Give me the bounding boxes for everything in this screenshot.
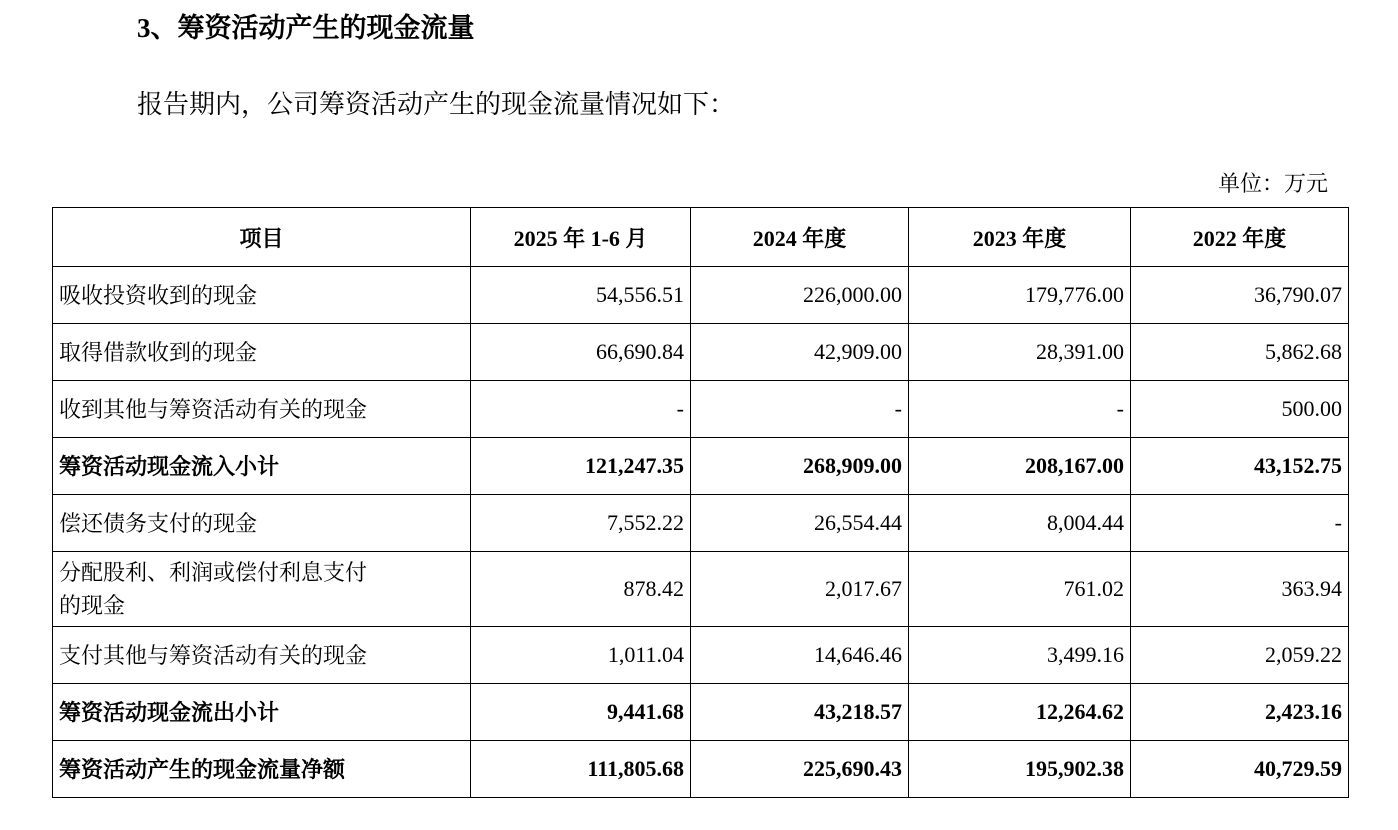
table-row: [53, 552, 1349, 627]
table-row: [53, 741, 1349, 798]
row-item-label: 取得借款收到的现金: [53, 324, 471, 381]
row-value-cell: 26,554.44: [691, 495, 909, 552]
row-value-cell: 14,646.46: [691, 627, 909, 684]
row-value-cell: 121,247.35: [471, 438, 691, 495]
row-value-cell: 195,902.38: [909, 741, 1131, 798]
column-header-period-3: 2023 年度: [909, 208, 1131, 267]
row-value-cell: 43,218.57: [691, 684, 909, 741]
row-value-cell: 268,909.00: [691, 438, 909, 495]
row-value-cell: 363.94: [1131, 552, 1349, 627]
row-item-label: 筹资活动产生的现金流量净额: [53, 741, 471, 798]
row-value-cell: 40,729.59: [1131, 741, 1349, 798]
row-value-cell: 43,152.75: [1131, 438, 1349, 495]
table-body: [53, 267, 1349, 798]
row-value-cell: 111,805.68: [471, 741, 691, 798]
row-value-cell: 7,552.22: [471, 495, 691, 552]
row-value-cell: 36,790.07: [1131, 267, 1349, 324]
row-value-cell: 66,690.84: [471, 324, 691, 381]
row-value-cell: -: [691, 381, 909, 438]
row-value-cell: 1,011.04: [471, 627, 691, 684]
column-header-period-1: 2025 年 1-6 月: [471, 208, 691, 267]
table-row: [53, 324, 1349, 381]
unit-label: 单位：万元: [1217, 171, 1328, 196]
row-value-cell: 761.02: [909, 552, 1131, 627]
row-item-label: 筹资活动现金流出小计: [53, 684, 471, 741]
column-header-period-2: 2024 年度: [691, 208, 909, 267]
table-row: [53, 684, 1349, 741]
table-row: [53, 495, 1349, 552]
row-item-label: 支付其他与筹资活动有关的现金: [53, 627, 471, 684]
row-value-cell: 226,000.00: [691, 267, 909, 324]
row-value-cell: -: [1131, 495, 1349, 552]
row-value-cell: 208,167.00: [909, 438, 1131, 495]
table-header-row: [53, 208, 1349, 267]
row-value-cell: 8,004.44: [909, 495, 1131, 552]
row-value-cell: 225,690.43: [691, 741, 909, 798]
table-row: [53, 438, 1349, 495]
row-value-cell: -: [909, 381, 1131, 438]
row-value-cell: 2,059.22: [1131, 627, 1349, 684]
cash-flow-table: [52, 207, 1349, 798]
column-header-period-4: 2022 年度: [1131, 208, 1349, 267]
row-value-cell: 5,862.68: [1131, 324, 1349, 381]
row-item-label: 偿还债务支付的现金: [53, 495, 471, 552]
row-value-cell: 28,391.00: [909, 324, 1131, 381]
row-value-cell: 54,556.51: [471, 267, 691, 324]
row-value-cell: 12,264.62: [909, 684, 1131, 741]
row-value-cell: 9,441.68: [471, 684, 691, 741]
row-item-label: 吸收投资收到的现金: [53, 267, 471, 324]
row-value-cell: 500.00: [1131, 381, 1349, 438]
row-item-label: 分配股利、利润或偿付利息支付的现金: [53, 552, 471, 627]
row-value-cell: 2,423.16: [1131, 684, 1349, 741]
table-row: [53, 381, 1349, 438]
row-value-cell: 2,017.67: [691, 552, 909, 627]
row-value-cell: 878.42: [471, 552, 691, 627]
table-row: [53, 627, 1349, 684]
row-value-cell: 3,499.16: [909, 627, 1131, 684]
row-value-cell: 179,776.00: [909, 267, 1131, 324]
row-item-label: 收到其他与筹资活动有关的现金: [53, 381, 471, 438]
section-title: 3、筹资活动产生的现金流量: [137, 13, 475, 43]
column-header-item: 项目: [53, 208, 471, 267]
intro-text: 报告期内，公司筹资活动产生的现金流量情况如下：: [137, 90, 736, 119]
row-value-cell: -: [471, 381, 691, 438]
row-value-cell: 42,909.00: [691, 324, 909, 381]
row-item-label: 筹资活动现金流入小计: [53, 438, 471, 495]
table-row: [53, 267, 1349, 324]
